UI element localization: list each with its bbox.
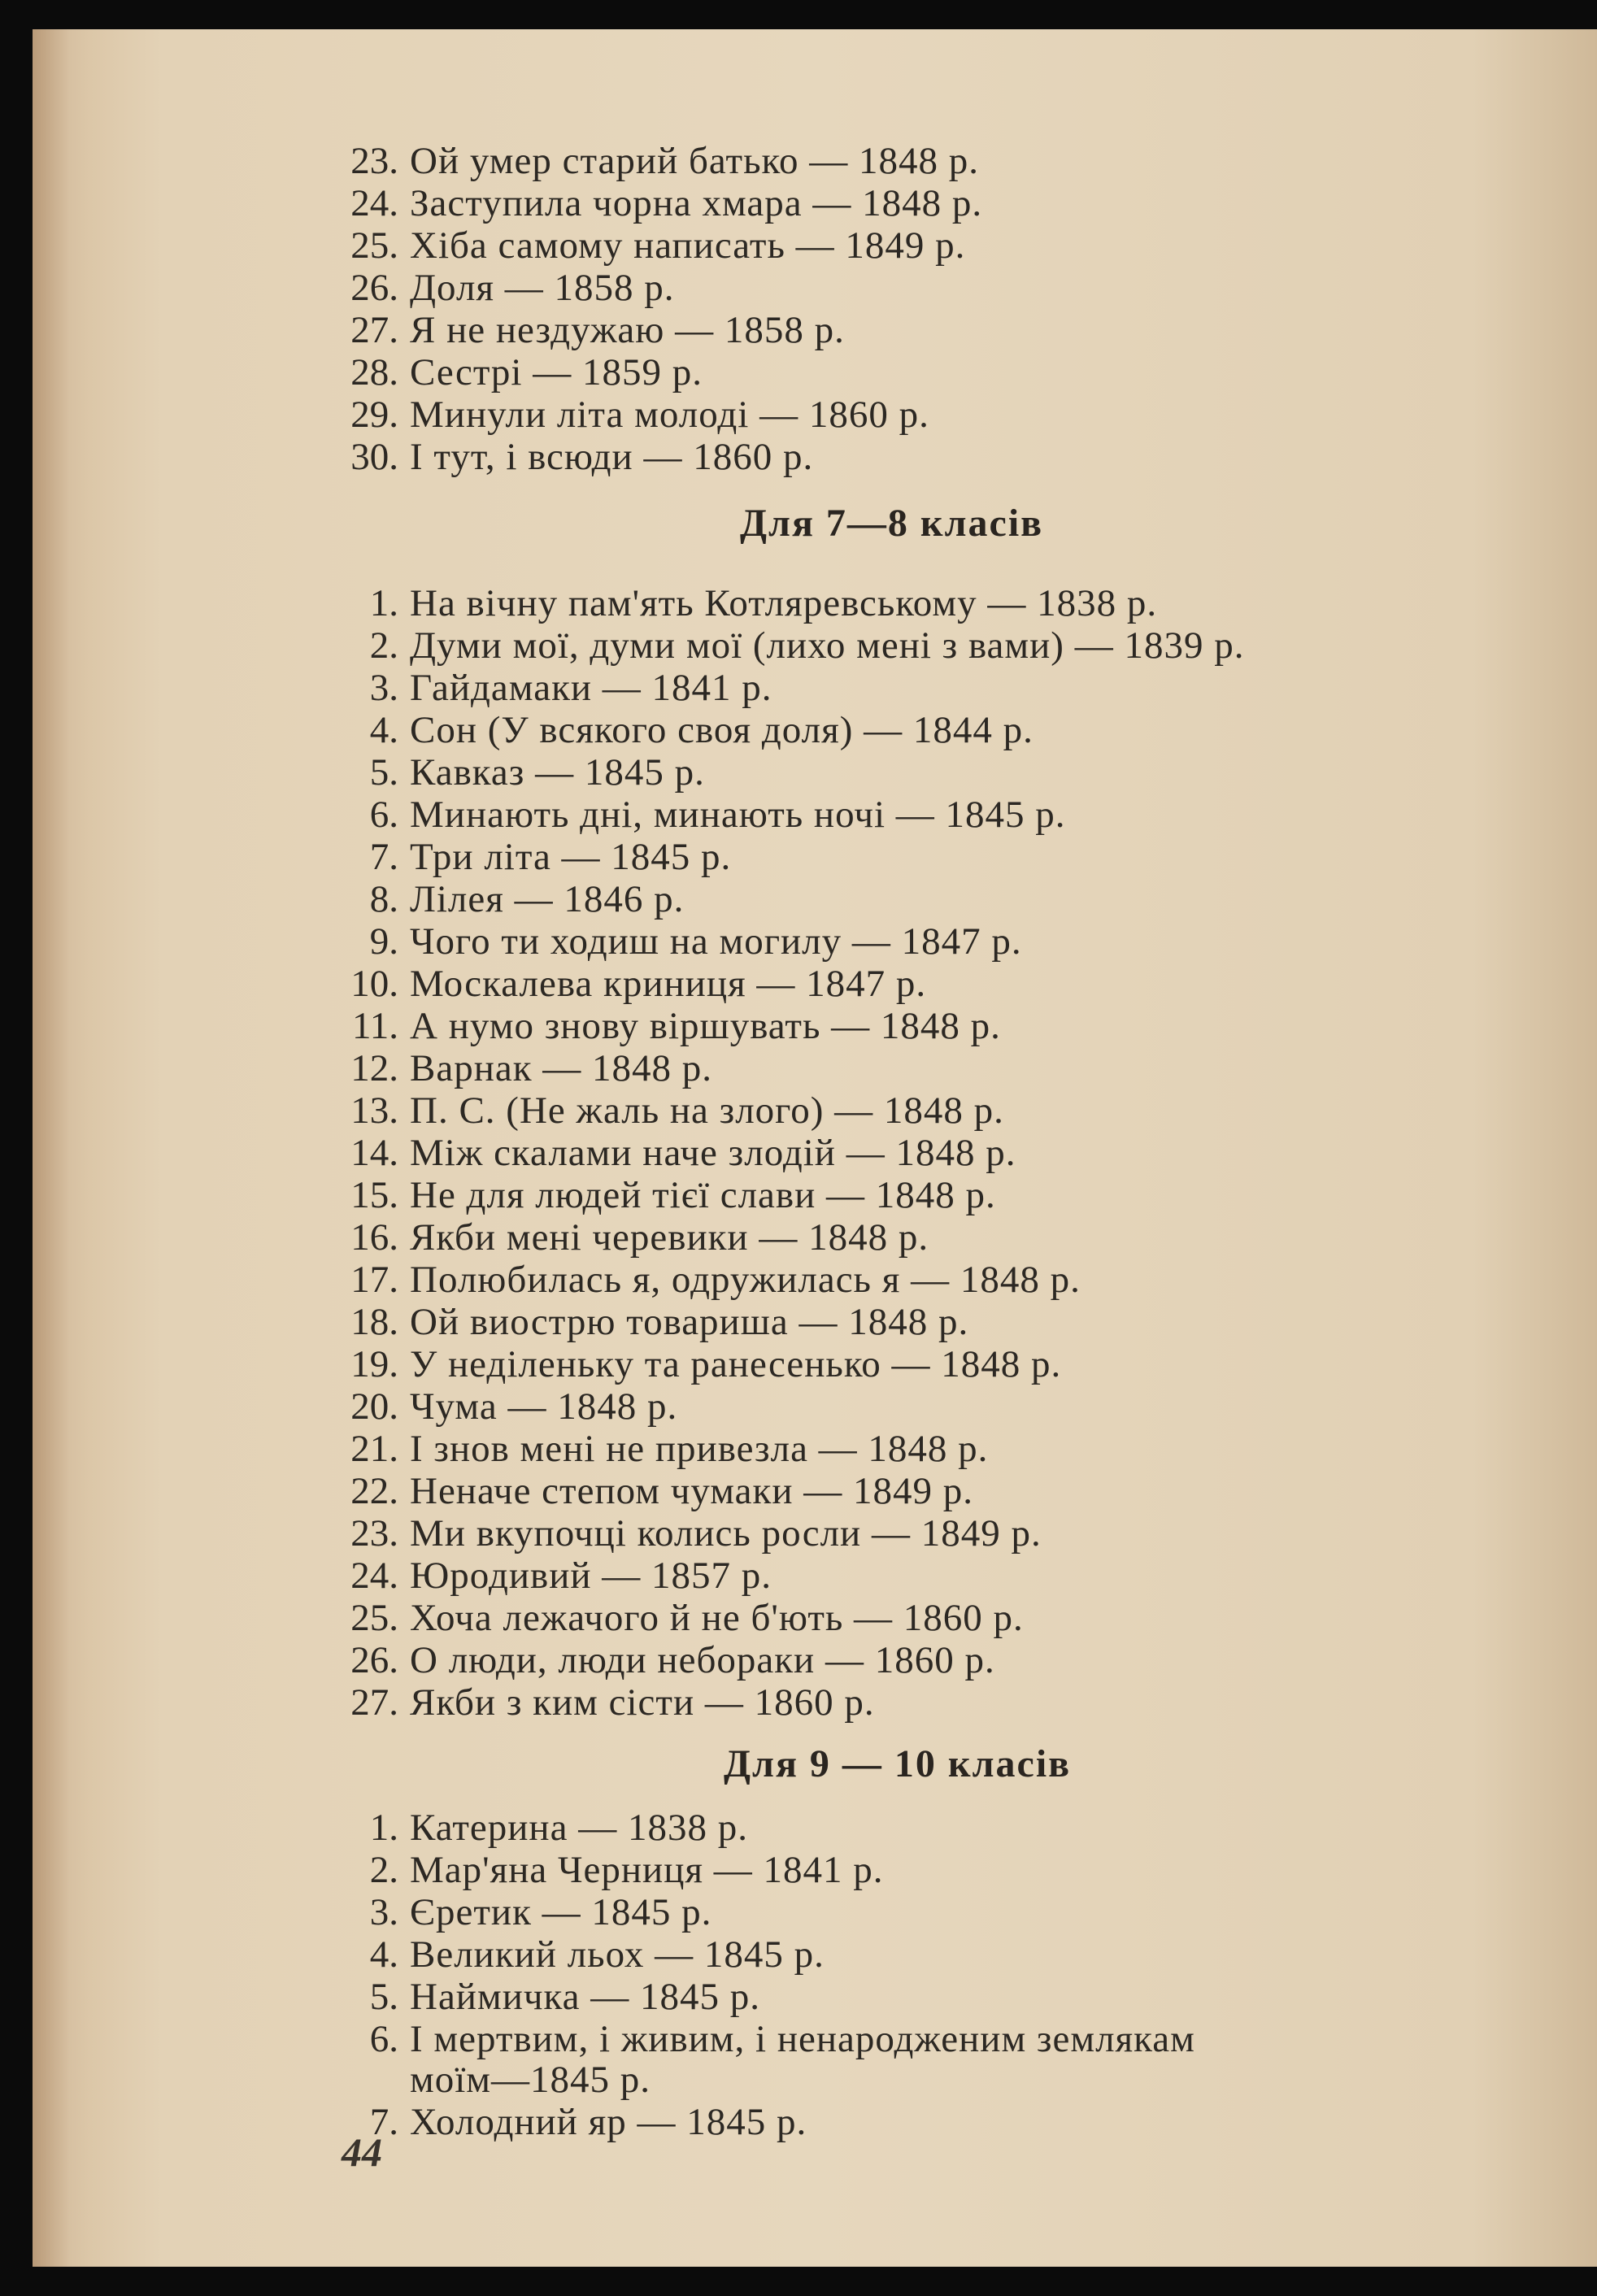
list-item: 27. Якби з ким сісти — 1860 р. <box>350 1681 875 1724</box>
list-item: 12. Варнак — 1848 р. <box>350 1047 713 1089</box>
section-heading: Для 9 — 10 класів <box>724 1742 1072 1785</box>
list-item: 7. Холодний яр — 1845 р. <box>369 2101 807 2143</box>
list-item: 3. Єретик — 1845 р. <box>369 1891 712 1933</box>
list-item: 15. Не для людей тієї слави — 1848 р. <box>350 1174 996 1216</box>
list-item: 13. П. С. (Не жаль на злого) — 1848 р. <box>350 1089 1004 1132</box>
list-item: 8. Лілея — 1846 р. <box>369 878 685 920</box>
list-item: 22. Неначе степом чумаки — 1849 р. <box>350 1470 973 1512</box>
list-item: 6. Минають дні, минають ночі — 1845 р. <box>369 794 1066 836</box>
list-item: 21. І знов мені не привезла — 1848 р. <box>350 1428 989 1470</box>
list-item: 9. Чого ти ходиш на могилу — 1847 р. <box>369 920 1022 963</box>
list-item: 10. Москалева криниця — 1847 р. <box>350 963 927 1005</box>
list-item: 4. Великий льох — 1845 р. <box>369 1933 825 1976</box>
list-item: 1. На вічну пам'ять Котляревському — 1838 р. <box>369 582 1158 624</box>
list-item: 2. Думи мої, думи мої (лихо мені з вами) — 1839 р. <box>369 624 1245 667</box>
list-item: 5. Кавказ — 1845 р. <box>369 751 705 794</box>
page-number: 44 <box>342 2129 382 2175</box>
list-item: 24. Юродивий — 1857 р. <box>350 1555 772 1597</box>
list-item: 24. Заступила чорна хмара — 1848 р. <box>350 182 983 224</box>
page-spine-edge <box>33 29 68 2267</box>
list-item: 4. Сон (У всякого своя доля) — 1844 р. <box>369 709 1033 751</box>
list-item: 26. О люди, люди небораки — 1860 р. <box>350 1639 995 1681</box>
list-item: 7. Три літа — 1845 р. <box>369 836 732 878</box>
list-item: 27. Я не нездужаю — 1858 р. <box>350 309 845 351</box>
list-item: 30. І тут, і всюди — 1860 р. <box>350 436 814 478</box>
list-item: 18. Ой виострю товариша — 1848 р. <box>350 1301 969 1343</box>
list-item: 6. І мертвим, і живим, і ненародженим землякам <box>369 2018 1195 2060</box>
list-item-continuation: моїм—1845 р. <box>410 2059 651 2101</box>
list-item: 25. Хіба самому написать — 1849 р. <box>350 224 966 267</box>
list-item: 3. Гайдамаки — 1841 р. <box>369 667 772 709</box>
list-item: 20. Чума — 1848 р. <box>350 1385 678 1428</box>
list-item: 11. А нумо знову віршувать — 1848 р. <box>351 1005 1001 1047</box>
list-item: 14. Між скалами наче злодій — 1848 р. <box>350 1132 1016 1174</box>
list-item: 1. Катерина — 1838 р. <box>369 1807 748 1849</box>
list-item: 16. Якби мені черевики — 1848 р. <box>350 1216 929 1259</box>
list-item: 29. Минули літа молоді — 1860 р. <box>350 394 929 436</box>
list-item: 26. Доля — 1858 р. <box>350 267 675 309</box>
book-page <box>33 29 1597 2267</box>
section-heading: Для 7—8 класів <box>740 502 1044 545</box>
list-item: 17. Полюбилась я, одружилась я — 1848 р. <box>350 1259 1081 1301</box>
list-item: 5. Наймичка — 1845 р. <box>369 1976 760 2018</box>
list-item: 19. У неділеньку та ранесенько — 1848 р. <box>350 1343 1062 1385</box>
list-item: 23. Ми вкупочці колись росли — 1849 р. <box>350 1512 1042 1555</box>
list-item: 28. Сестрі — 1859 р. <box>350 351 703 394</box>
list-item: 2. Мар'яна Черниця — 1841 р. <box>369 1849 884 1891</box>
list-item: 25. Хоча лежачого й не б'ють — 1860 р. <box>350 1597 1024 1639</box>
list-item: 23. Ой умер старий батько — 1848 р. <box>350 140 979 182</box>
